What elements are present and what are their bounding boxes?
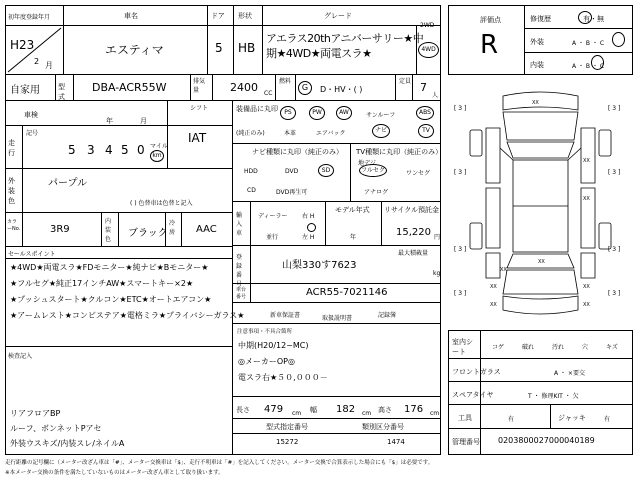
length-value: 479 (264, 404, 284, 415)
svg-text:XX: XX (490, 284, 497, 290)
type-label: 型式 (58, 83, 65, 101)
class-label: 類別区分番号 (362, 423, 404, 431)
recycle-unit: 円 (434, 234, 441, 241)
recycle-label: リサイクル預託金 (384, 206, 440, 214)
exterior-eval-label: 外装 (530, 38, 544, 46)
model: DBA-ACR55W (92, 81, 167, 94)
manual-label: 取扱説明書 (322, 315, 353, 322)
spare-value: T ・ 修理KIT ・ 欠 (528, 393, 579, 400)
grade-line2: 期★4WD★両電スラ★ (266, 47, 372, 60)
nav-cd: CD (247, 187, 256, 194)
svg-text:XX: XX (583, 196, 590, 202)
vin-label: 車台番号 (236, 287, 247, 300)
nav-hdd: HDD (244, 168, 258, 175)
car-name-label: 車名 (124, 12, 138, 20)
recycle-value: 15,220 (396, 227, 431, 238)
model-year-unit: 年 (350, 234, 357, 241)
mid-line-3: 電スラ右★５０,０００－ (238, 373, 328, 382)
width-value: 182 (336, 404, 356, 415)
import-label: 輸入車 (236, 212, 243, 237)
bottom-line-3: 外装ウスキズ/内装スレ/ネイルA (10, 439, 125, 448)
cc: CC (264, 90, 273, 97)
color-code: 3R9 (50, 224, 70, 235)
airbag-label: エアバック (316, 130, 346, 137)
length-unit: cm (292, 410, 302, 417)
diag-slash (6, 26, 63, 74)
inner-seat-label: 室内シート (452, 338, 473, 356)
sales-line-2: ★フルセグ★純正17インチAW★スマートキー×2★ (10, 279, 194, 288)
front-glass-value: A ・ ×要交 (554, 370, 585, 377)
mile-label: マイル (150, 143, 168, 150)
fuel-gas-circle: G (298, 81, 312, 95)
displacement: 2400 (230, 81, 258, 94)
parallel-label: 並行 (266, 234, 279, 241)
equip-label: 装備品に丸印 (236, 105, 278, 113)
ps-circle: PS (280, 106, 296, 120)
sales-line-4: ★アームレスト★コンビステア★電格ミラ★プライバシーガラス★ (10, 311, 245, 320)
mgmt-value: 0203800027000040189 (498, 436, 595, 445)
sunroof-label: サンルーフ (366, 112, 396, 119)
tv-digital: 地デジ (358, 160, 376, 167)
cap-unit: 人 (432, 92, 439, 99)
nav-dvd: DVD (285, 168, 299, 175)
shaken-month: 月 (140, 117, 147, 125)
shaken-year: 年 (106, 117, 113, 125)
disp-label: 排気量 (193, 78, 206, 94)
svg-text:XX: XX (500, 267, 507, 273)
nav-circle: ナビ (372, 124, 390, 138)
score-label: 評価点 (480, 16, 501, 24)
mid-line-2: ◎メーカーOP◎ (238, 357, 295, 366)
repair-circle (578, 11, 592, 24)
4wd-circle: 4WD (418, 42, 439, 58)
dealer-label: ディーラー (258, 213, 288, 220)
odo-d0: 5 (68, 143, 76, 157)
svg-text:XX: XX (583, 302, 590, 308)
footer-line-2: ※本メーター交換の条件を満たしていないものはメーター改ざん車として取り扱います。 (5, 470, 224, 476)
km-circle: km (150, 150, 164, 162)
model-year-label: モデル年式 (335, 206, 370, 214)
odo-d1: 3 (87, 143, 95, 157)
height-label: 高さ (378, 406, 392, 414)
tv-analog: アナログ (364, 189, 389, 196)
svg-text:XX: XX (532, 100, 539, 106)
seat-ana: 穴 (582, 344, 589, 351)
shape: HB (238, 41, 256, 55)
height-value: 176 (404, 404, 424, 415)
mgmt-label: 管理番号 (452, 438, 480, 446)
fuel-opts: D・HV・( ) (320, 85, 363, 94)
abs-circle: ABS (416, 106, 434, 120)
tv-fullseg-circle: フルセグ (359, 164, 387, 177)
interior-eval-label: 内装 (530, 61, 544, 69)
interior-b-circle (591, 55, 604, 70)
footer-line-1: 走行距離の記号欄に（メーター改ざん車は「#」、メーター交換車は「$」、走行不明車は「#」を記入してください。メーター交換で合算表示した場合にも「$」は必要です。 (5, 460, 434, 466)
repair-label: 修復歴 (530, 15, 551, 23)
new-warranty: 新車保証書 (270, 312, 301, 319)
shift-value: IAT (188, 131, 207, 145)
svg-text:[ 3 ]: [ 3 ] (454, 105, 467, 112)
score-value: R (480, 30, 499, 60)
shift-label: シフト (190, 105, 209, 112)
odo-d3: 5 (121, 143, 129, 157)
nav-title: ナビ種類に丸印（純正のみ） (252, 148, 343, 156)
nav-sd-circle: SD (318, 164, 334, 177)
exterior-c-circle (612, 32, 625, 47)
spare-label: スペアタイヤ (452, 391, 494, 399)
plate-label: 登録番号 (236, 254, 243, 288)
plate-value: 山梨330す7623 (282, 260, 357, 271)
jack-value: 有 (604, 416, 611, 423)
note-label: 注意事項・不具合箇所 (237, 329, 293, 335)
kigou-label: 記号 (26, 130, 39, 137)
mid-line-1: 中期(H20/12~MC) (238, 341, 309, 350)
doors: 5 (215, 41, 223, 55)
bottom-line-2: ルーフ、ボンネットPアセ (10, 424, 102, 433)
odo-d2: 4 (105, 143, 113, 157)
bottom-line-1: リアフロアBP (10, 409, 61, 418)
svg-text:XX: XX (538, 259, 545, 265)
svg-text:XX: XX (583, 284, 590, 290)
seat-koge: コゲ (492, 344, 505, 351)
color-code-label: カラーNo. (7, 219, 21, 232)
main-frame (5, 5, 441, 455)
grade-line1: アエラス20thアニバーサリー★中 (266, 32, 424, 45)
leather-label: 本革 (284, 130, 297, 137)
right-hand-circle (307, 223, 316, 232)
tool-label: 工具 (458, 414, 472, 422)
svg-text:[ 3 ]: [ 3 ] (454, 290, 467, 297)
svg-text:[ 3 ]: [ 3 ] (608, 105, 621, 112)
vin-value: ACR55-7021146 (306, 287, 388, 298)
month-unit: 月 (45, 61, 53, 70)
aw-circle: AW (336, 106, 352, 120)
svg-text:[ 3 ]: [ 3 ] (454, 169, 467, 176)
svg-text:[ 3 ]: [ 3 ] (608, 246, 621, 253)
usage: 自家用 (10, 85, 40, 96)
reg-year: H23 (10, 38, 35, 52)
max-load-label: 最大積載量 (398, 250, 429, 257)
model-cert-label: 型式指定番号 (266, 423, 308, 431)
height-unit: cm (430, 410, 440, 417)
sales-point-label: セールスポイント (8, 251, 56, 258)
sales-line-3: ★プッシュスタート★クルコン★ETC★オートエアコン★ (10, 295, 212, 304)
grade-label: グレード (324, 12, 352, 20)
tv-title: TV種類に丸印（純正のみ） (356, 148, 443, 156)
ac-value: AAC (196, 224, 217, 235)
capacity: 7 (420, 81, 427, 94)
svg-text:[ 3 ]: [ 3 ] (608, 169, 621, 176)
width-label: 幅 (310, 406, 317, 414)
right-hand-label: 右 H (302, 213, 315, 220)
pw-circle: PW (309, 106, 325, 120)
left-hand-label: 左 H (302, 234, 315, 241)
records-label: 記録簿 (378, 312, 397, 319)
svg-text:XX: XX (583, 158, 590, 164)
cap-label: 定員 (399, 78, 412, 85)
svg-text:[ 3 ]: [ 3 ] (608, 290, 621, 297)
car-damage-diagram (448, 88, 633, 320)
jack-label: ジャッキ (558, 414, 586, 422)
exterior-label: 外装色 (8, 177, 15, 205)
shaken-label: 車検 (24, 111, 38, 119)
fuel-label: 燃料 (279, 78, 292, 85)
first-reg-label: 初年度登録年月 (8, 14, 51, 21)
sales-line-1: ★4WD★両電スラ★FDモニター★純ナビ★Bモニター★ (10, 263, 209, 272)
tv-oneseg: ワンセグ (406, 170, 431, 177)
repair-value: 有・無 (583, 15, 604, 23)
exterior-eval: A ・ B ・ C (572, 40, 605, 47)
2wd-label: 2WD (420, 22, 435, 29)
seat-yabure: 破れ (522, 344, 535, 351)
svg-text:[ 3 ]: [ 3 ] (454, 246, 467, 253)
svg-text:XX: XX (490, 302, 497, 308)
length-label: 長さ (236, 406, 250, 414)
interior-eval: A ・ B ・ C (572, 63, 605, 70)
seat-kizu: キズ (606, 344, 618, 351)
seat-yogore: 汚れ (552, 344, 565, 351)
car-name: エスティマ (105, 43, 164, 57)
max-load-unit: kg (433, 270, 441, 277)
interior-color: ブラック (128, 228, 168, 239)
shape-label: 形状 (238, 12, 252, 20)
sokou-label: 走行 (8, 139, 15, 157)
ac-label: 冷房 (169, 220, 176, 236)
exterior-color: パープル (48, 178, 88, 189)
model-cert: 15272 (276, 438, 299, 446)
interior-color-label: 内装色 (105, 218, 112, 243)
equip-sub: (純正のみ) (236, 130, 265, 137)
tv-circle: TV (418, 124, 434, 138)
nav-dvd-play: DVD再生可 (276, 189, 308, 196)
front-glass-label: フロントガラス (452, 368, 501, 376)
odo-d4: 0 (137, 143, 145, 157)
width-unit: cm (362, 410, 372, 417)
reg-month: 2 (34, 57, 40, 66)
door-label: ドア (211, 12, 225, 20)
tool-value: 有 (508, 416, 515, 423)
exterior-note: ( ) 色替車は色替と記入 (130, 200, 193, 207)
inspector-label: 検査記入 (8, 353, 33, 360)
class-value: 1474 (387, 438, 405, 446)
